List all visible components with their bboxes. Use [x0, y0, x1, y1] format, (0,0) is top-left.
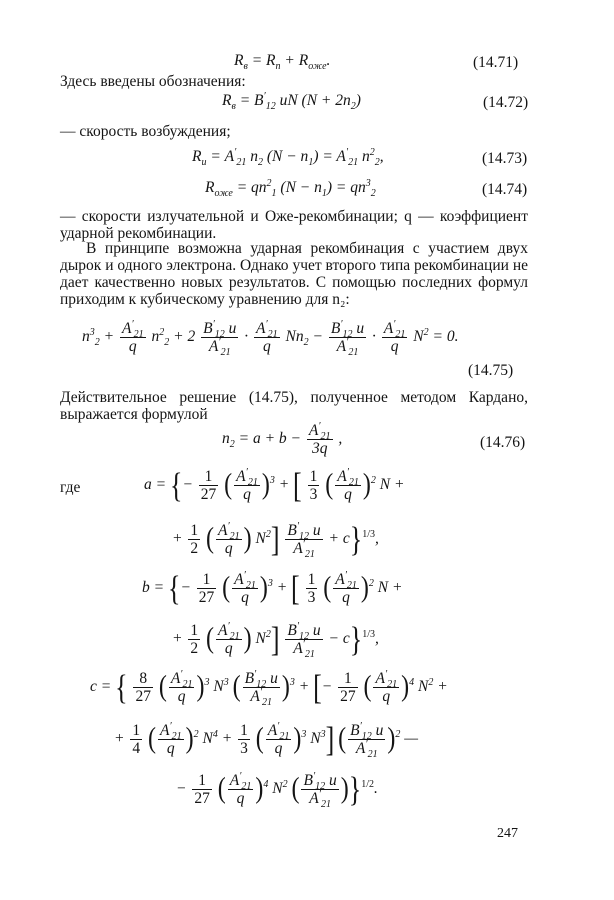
excitation-rate-text: — скорость возбуждения; — [60, 123, 231, 140]
equation-14-71: $R_в = R_п + R_{оже}$. — [234, 52, 331, 73]
equation-14-75: $n^3_2$ + $\frac{A'_{21}}{q}$ $n^2_2 + 2$ $\frac{B'_{12} u}{A'_{21}}$ · $\frac{A'_{21}}{q}$ $Nn_2$ − $\frac{B'_{12} u}{A'_{21}}$ · $\frac{A'_{21}}{q}$ $N^2 = 0$. — [82, 318, 459, 359]
equation-number-14-74: (14.74) — [482, 181, 528, 198]
where-label: где — [60, 479, 81, 496]
formula-c-line-1: c = { $\frac{8}{27}$ ( $\frac{A'_{21}}{q}$ )$^3$ $N^3$ ( $\frac{B'_{12} u}{A'_{21}}$ )$^3$ + [− $\frac{1}{27}$ ( $\frac{A'_{21}}{q}$ )$^4$ $N^2$ + — [90, 667, 448, 709]
formula-b-line-2: + $\frac{1}{2}$ ( $\frac{A'_{21}}{q}$ ) $N^2$] $\frac{B'_{12} u}{A'_{21}}$ − c}$^{1/3}$, — [172, 619, 379, 661]
formula-a-line-2: + $\frac{1}{2}$ ( $\frac{A'_{21}}{q}$ ) $N^2$] $\frac{B'_{12} u}{A'_{21}}$ + c}$^{1/3}$, — [172, 519, 379, 561]
equation-number-14-71: (14.71) — [473, 54, 519, 71]
principle-paragraph: В принципе возможна ударная рекомбинация с участием двух дырок и одного электрона. Однако учет второго типа рекомбинации не дает качественно новых результатов. С помощью последних формул приходим к кубическому уравнению для n₂: — [60, 240, 528, 308]
equation-14-72: $R_в = B'_{12}$ uN $(N + 2n_2)$ — [222, 90, 361, 113]
formula-a-line-1: a = {− $\frac{1}{27}$ ( $\frac{A'_{21}}{q}$ )$^3$ + [ $\frac{1}{3}$ ( $\frac{A'_{21}}{q}$ )$^2$ N + — [144, 465, 405, 505]
formula-c-line-3: − $\frac{1}{27}$ ( $\frac{A'_{21}}{q}$ )$^4$ $N^2$ ( $\frac{B'_{12} u}{A'_{21}}$ )}$^{1/2}$. — [176, 769, 378, 811]
page-number: 247 — [497, 826, 518, 841]
equation-number-14-72: (14.72) — [483, 94, 529, 111]
equation-14-76: $n_2 = a + b$ − $\frac{A'_{21}}{3q}$ , — [222, 420, 343, 457]
equation-number-14-73: (14.73) — [482, 150, 528, 167]
formula-b-line-1: b = {− $\frac{1}{27}$ ( $\frac{A'_{21}}{q}$ )$^3$ + [ $\frac{1}{3}$ ( $\frac{A'_{21}}{q}$ )$^2$ N + — [142, 568, 403, 608]
equation-14-74: $R_{оже} = qn^2_1$ $(N - n_1) = qn^3_2$ — [205, 177, 376, 200]
recombination-rates-text: — скорости излучательной и Оже-рекомбинации; q — коэффициент ударной рекомбинации. — [60, 208, 528, 242]
formula-c-line-2: + $\frac{1}{4}$ ( $\frac{A'_{21}}{q}$ )$^2$ $N^4$ + $\frac{1}{3}$ ( $\frac{A'_{21}}{q}$ )$^3$ $N^3$] ( $\frac{B'_{12} u}{A'_{21}}$ )$^2$ — — [114, 719, 419, 761]
equation-14-73: $R_и = A'_{21}$ $n_2$ $(N - n_1) = A'_{21}$ $n^2_2$, — [192, 146, 384, 169]
definitions-intro-text: Здесь введены обозначения: — [60, 73, 246, 90]
solution-paragraph: Действительное решение (14.75), полученное методом Кардано, выражается формулой — [60, 389, 528, 423]
equation-number-14-76: (14.76) — [480, 434, 526, 451]
equation-number-14-75: (14.75) — [468, 362, 514, 379]
